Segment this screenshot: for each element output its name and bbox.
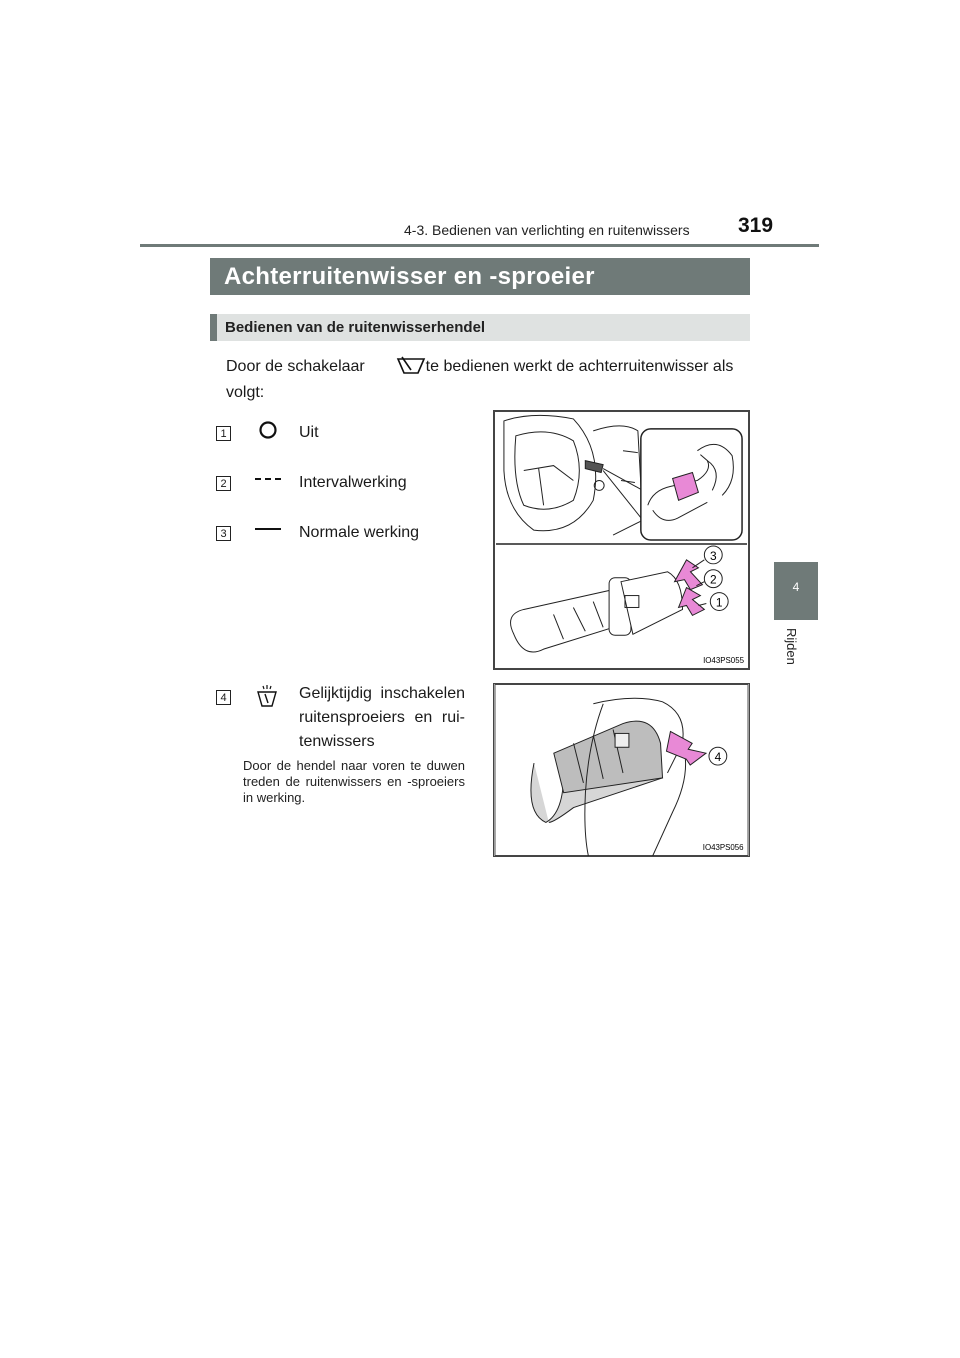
item-3	[216, 524, 231, 542]
callout-1: 1	[715, 595, 723, 610]
intro-paragraph	[226, 354, 746, 406]
chapter-tab: 4	[774, 562, 818, 620]
header-rule	[140, 244, 819, 247]
item-number: 2	[216, 476, 231, 491]
figure-washer-operation	[493, 683, 750, 857]
callout-3: 3	[709, 548, 717, 563]
callout-2: 2	[709, 572, 717, 587]
item-4	[216, 688, 231, 706]
item-number: 3	[216, 526, 231, 541]
callout-4: 4	[714, 750, 722, 765]
header-section-title: 4-3. Bedienen van verlichting en ruitenwissers	[404, 222, 690, 238]
section-title: Achterruitenwisser en -sproeier	[210, 258, 750, 295]
figure-code: IO43PS055	[703, 656, 745, 666]
intro-text-part2: te bedienen werkt de achterruitenwisser als volgt:	[226, 358, 734, 401]
item-4-label: Gelijktijdig inschakelen ruitensproeiers en rui-tenwissers	[299, 685, 465, 750]
page-number: 319	[738, 214, 774, 237]
washer-spray-icon	[256, 684, 278, 708]
item-number: 1	[216, 426, 231, 441]
chapter-label: Rijden	[784, 628, 799, 665]
subsection-title: Bedienen van de ruitenwisserhendel	[210, 314, 750, 341]
item-1-label: Uit	[299, 424, 319, 441]
item-1	[216, 424, 231, 442]
item-2-label: Intervalwerking	[299, 474, 407, 491]
figure-code: IO43PS056	[702, 843, 744, 853]
off-circle-icon	[258, 420, 278, 440]
figure-wiper-lever-positions	[493, 410, 750, 670]
intro-text-part1: Door de schakelaar	[226, 358, 365, 375]
note-text: Door de hendel naar voren te duwen treden de ruitenwissers en -sproeiers in werking.	[243, 758, 465, 805]
item-2	[216, 474, 231, 492]
item-3-label: Normale werking	[299, 524, 420, 541]
solid-line-icon	[254, 526, 282, 532]
item-number: 4	[216, 690, 231, 705]
rear-wiper-switch-icon	[396, 355, 426, 377]
dashed-line-icon	[254, 476, 282, 482]
